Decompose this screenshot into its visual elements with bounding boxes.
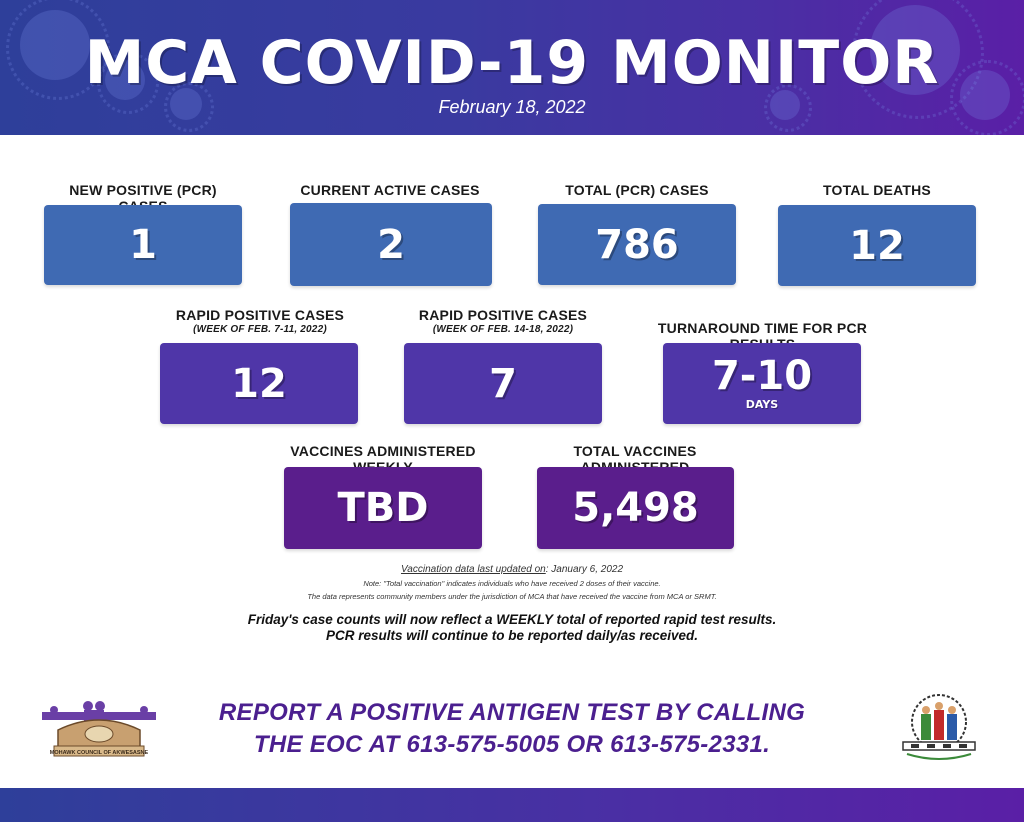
stat-value: 12 bbox=[231, 360, 287, 407]
stat-value: 2 bbox=[377, 221, 405, 268]
stat-box-rapid-week1 bbox=[160, 343, 358, 424]
header-banner bbox=[0, 0, 1024, 135]
stat-label: VACCINES ADMINISTERED bbox=[290, 443, 476, 459]
stat-label: CURRENT ACTIVE CASES bbox=[300, 182, 480, 198]
stat-value: 7-10 bbox=[711, 353, 813, 399]
stat-value: 1 bbox=[129, 222, 157, 268]
stat-label bbox=[160, 307, 360, 335]
note-total-vaccination: Note: "Total vaccination" indicates individuals who have received 2 doses of their vaccine. bbox=[363, 579, 661, 588]
report-date: February 18, 2022 bbox=[438, 97, 586, 117]
vaccination-updated-label: Vaccination data last updated on bbox=[400, 564, 546, 575]
stat-box-vaccines-weekly bbox=[284, 467, 482, 549]
stat-sublabel: (WEEK OF FEB. 7-11, 2022) bbox=[193, 324, 327, 335]
mca-logo-text: MOHAWK COUNCIL OF AKWESASNE bbox=[49, 750, 149, 756]
weekly-notice-line1: Friday's case counts will now reflect a WEEKLY total of reported rapid test results. bbox=[247, 612, 777, 627]
stat-box-total-cases bbox=[538, 204, 736, 285]
footer-bar bbox=[0, 788, 1024, 822]
stat-value: 12 bbox=[849, 222, 905, 269]
report-line2: THE EOC AT 613-575-5005 OR 613-575-2331. bbox=[253, 731, 771, 758]
stat-unit: DAYS bbox=[745, 398, 779, 411]
stat-value: 7 bbox=[489, 360, 517, 407]
stat-label bbox=[403, 307, 603, 335]
stat-label-text: RAPID POSITIVE CASES bbox=[175, 307, 345, 323]
stat-box-turnaround bbox=[663, 343, 861, 424]
emergency-control-logo-icon bbox=[893, 692, 985, 764]
stat-box-total-deaths bbox=[778, 205, 976, 286]
stat-box-vaccines-total bbox=[537, 467, 734, 549]
weekly-notice-line2: PCR results will continue to be reported daily/as received. bbox=[325, 628, 699, 643]
page-title: MCA COVID-19 MONITOR bbox=[84, 28, 940, 98]
stat-label-text: RAPID POSITIVE CASES bbox=[418, 307, 588, 323]
stat-box-active-cases bbox=[290, 203, 492, 286]
weekly-notice bbox=[0, 612, 1024, 644]
stat-label: NEW POSITIVE (PCR) bbox=[69, 182, 217, 198]
stat-label: TURNAROUND TIME FOR PCR bbox=[657, 320, 868, 336]
stat-sublabel: (WEEK OF FEB. 14-18, 2022) bbox=[432, 324, 574, 335]
vaccination-notes bbox=[0, 564, 1024, 601]
stat-box-new-positive bbox=[44, 205, 242, 285]
stat-label: TOTAL DEATHS bbox=[823, 182, 931, 198]
stat-box-rapid-week2 bbox=[404, 343, 602, 424]
stat-label: TOTAL (PCR) CASES bbox=[565, 182, 709, 198]
report-line1: REPORT A POSITIVE ANTIGEN TEST BY CALLING bbox=[218, 699, 806, 726]
stat-value: 5,498 bbox=[572, 485, 699, 531]
stat-label: TOTAL VACCINES bbox=[573, 443, 697, 459]
mca-logo-icon bbox=[40, 700, 158, 758]
vaccination-updated bbox=[0, 564, 1024, 575]
vaccination-updated-value: : January 6, 2022 bbox=[545, 564, 624, 575]
stat-value: 786 bbox=[595, 221, 679, 268]
stat-value: TBD bbox=[337, 485, 429, 531]
note-data-scope: The data represents community members under the jurisdiction of MCA that have received the vaccine from MCA or SRMT. bbox=[307, 592, 717, 601]
